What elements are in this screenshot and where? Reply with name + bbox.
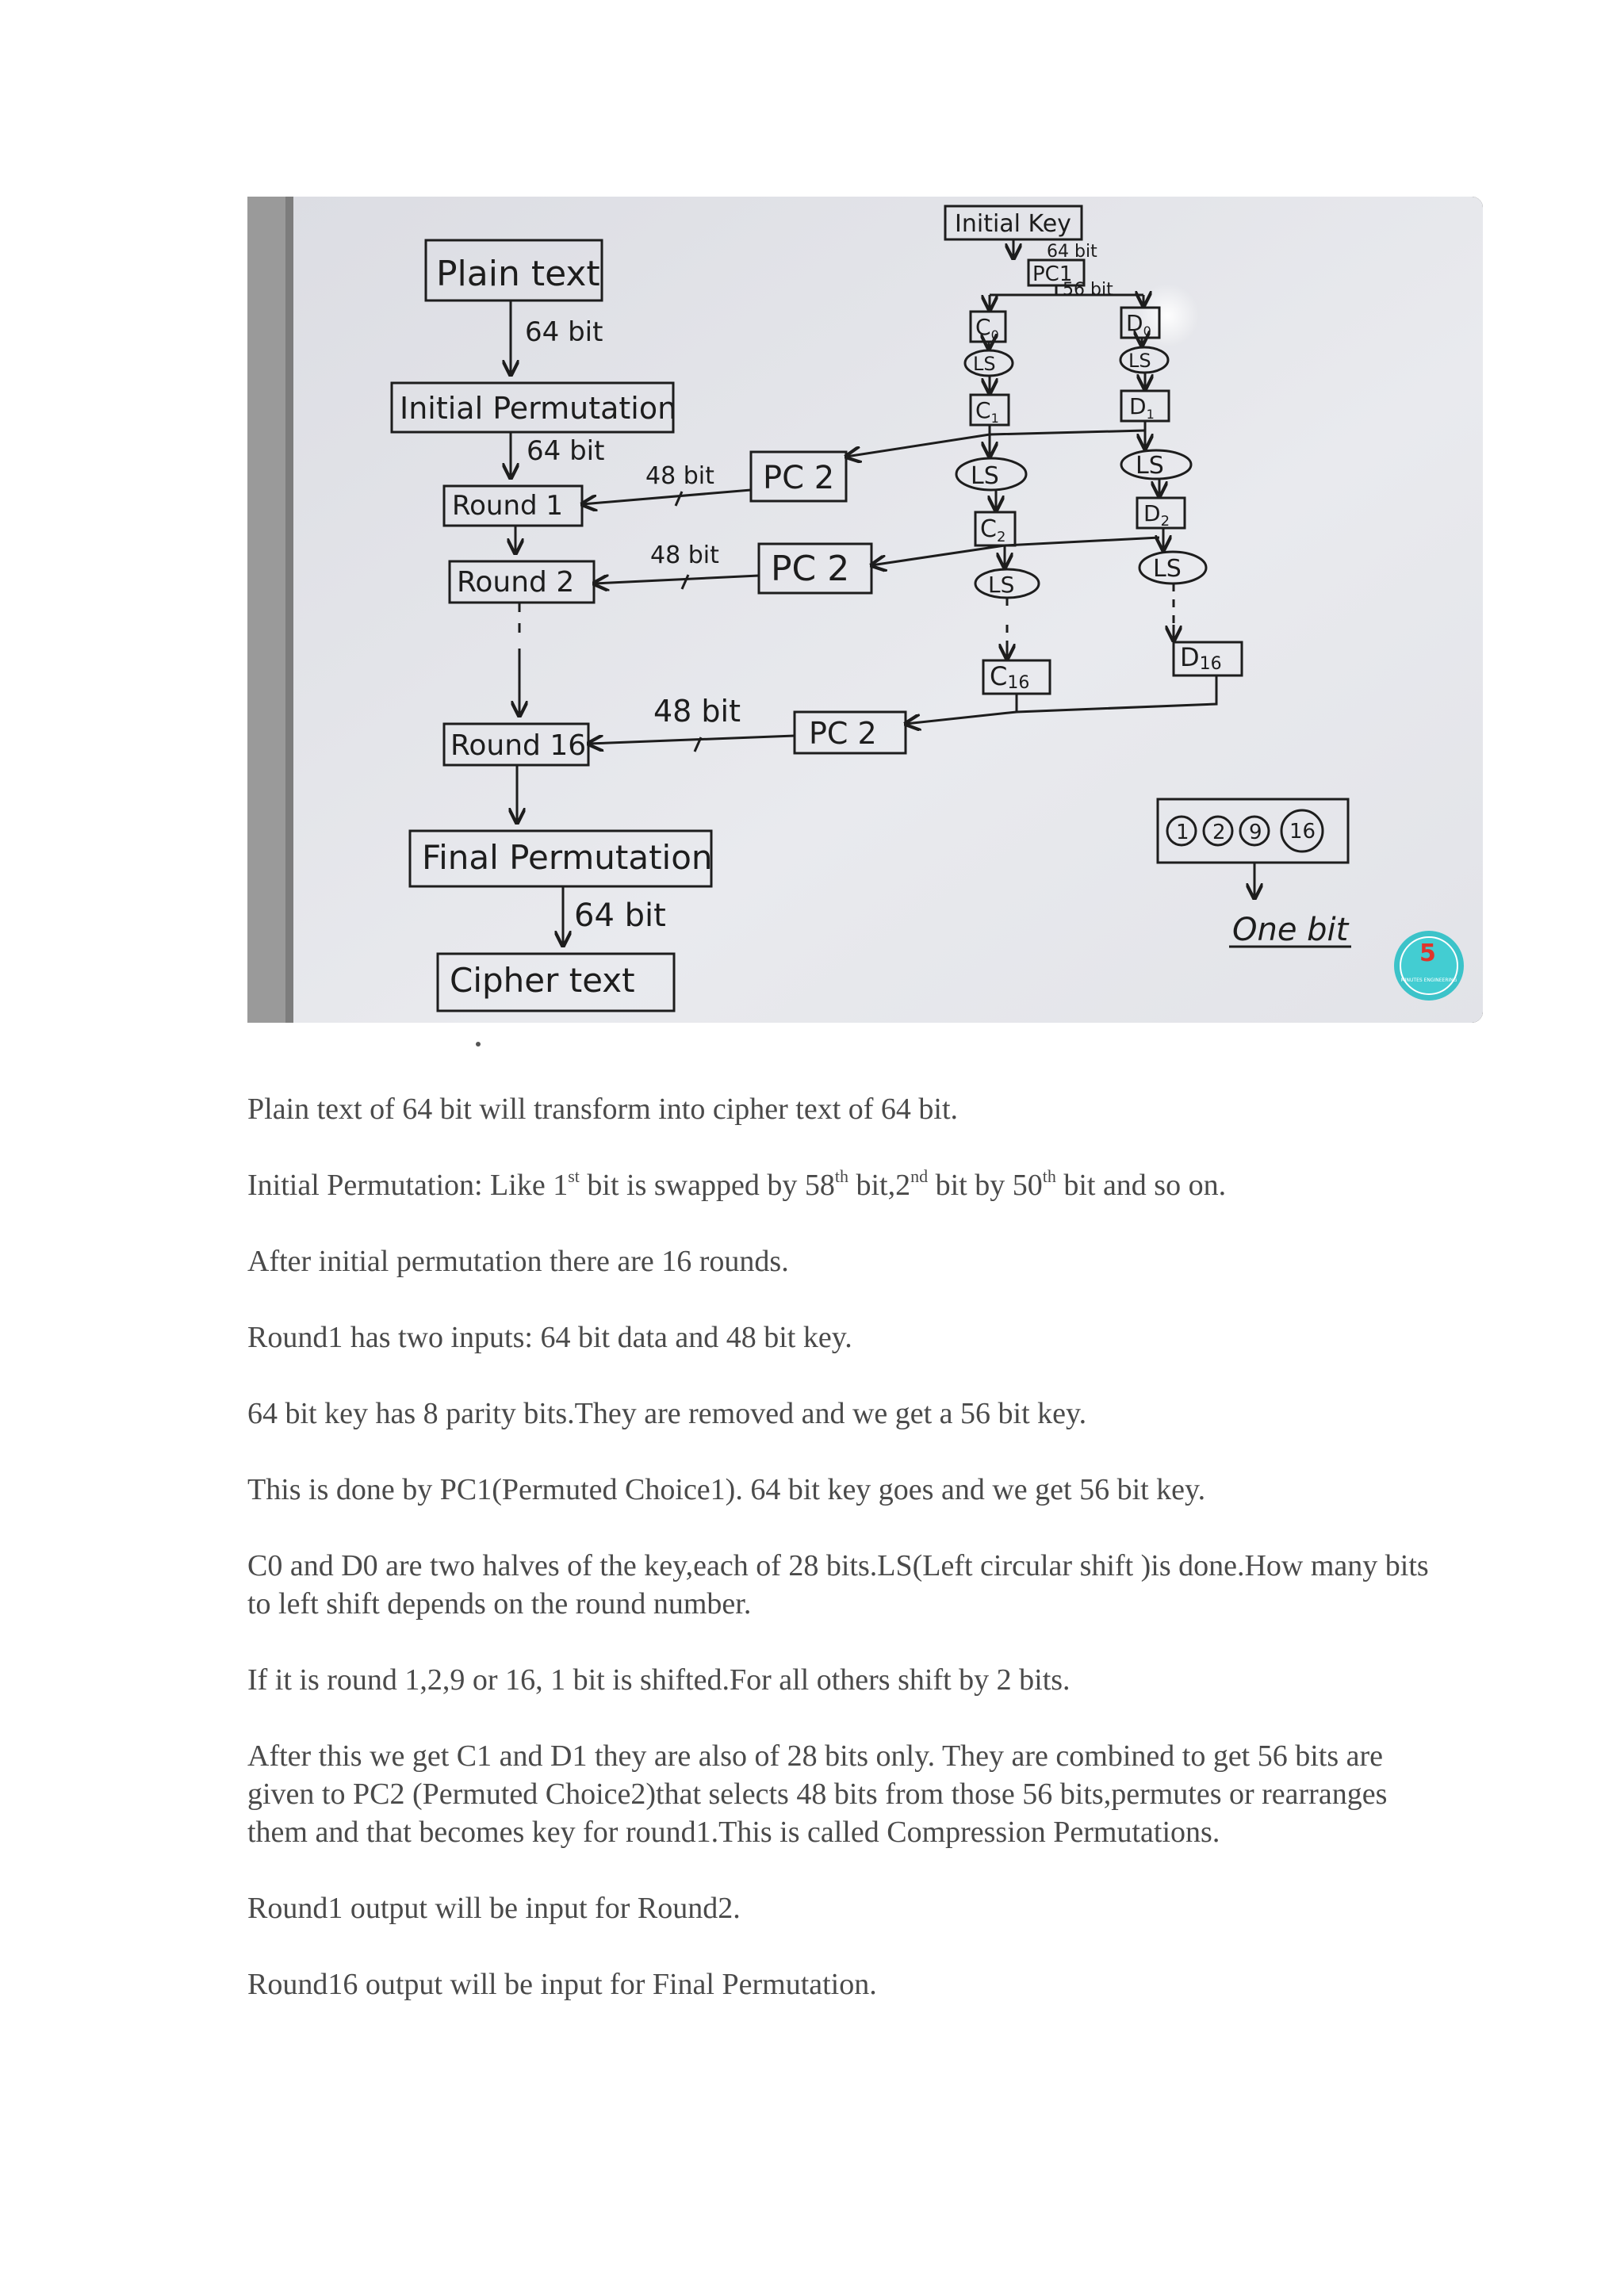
logo-number: 5 bbox=[1419, 939, 1436, 967]
bits-48-label-2: 48 bit bbox=[650, 541, 719, 569]
pc1-label: PC1 bbox=[1032, 262, 1073, 286]
ls-d0-label: LS bbox=[1128, 350, 1151, 372]
paragraph-10: Round1 output will be input for Round2. bbox=[247, 1892, 741, 1925]
initial-key-label: Initial Key bbox=[955, 210, 1071, 238]
d1-label: $D_1$ bbox=[1129, 393, 1155, 422]
one-bit-label: One bit bbox=[1232, 912, 1349, 948]
d0-label: $D_0$ bbox=[1126, 310, 1151, 339]
c16-label: C16 bbox=[990, 661, 1030, 693]
paragraph-11: Round16 output will be input for Final Permutation. bbox=[247, 1968, 877, 2001]
channel-logo bbox=[1394, 931, 1464, 1001]
c0-label: $C_0$ bbox=[975, 314, 999, 342]
stray-dot bbox=[476, 1042, 481, 1047]
paragraph-8: If it is round 1,2,9 or 16, 1 bit is shifted.For all others shift by 2 bits. bbox=[247, 1663, 1071, 1697]
round2-label: Round 2 bbox=[457, 566, 575, 599]
logo-caption: MINUTES ENGINEERING bbox=[1400, 978, 1457, 983]
ls-c0-label: LS bbox=[973, 353, 996, 375]
document-body bbox=[247, 1090, 1437, 2042]
round1-label: Round 1 bbox=[452, 490, 564, 522]
ls-d2-label: LS bbox=[1153, 555, 1182, 583]
circle-9: 9 bbox=[1249, 821, 1262, 844]
d2-label: $D_2$ bbox=[1143, 500, 1170, 530]
paragraph-2: Initial Permutation: Like 1st bit is swapped by 58th bit,2nd bit by 50th bit and so on. bbox=[247, 1166, 1227, 1202]
key-bits-56-label: 56 bit bbox=[1063, 280, 1113, 300]
circle-16: 16 bbox=[1289, 820, 1316, 844]
pc2-label-2: PC 2 bbox=[771, 549, 850, 589]
pc2-label-1: PC 2 bbox=[763, 460, 835, 496]
bits-48-label-1: 48 bit bbox=[645, 462, 714, 490]
final-permutation-label: Final Permutation bbox=[422, 838, 713, 877]
bits-64-label-b: 64 bit bbox=[527, 435, 605, 467]
bits-48-label-3: 48 bit bbox=[653, 694, 741, 729]
circle-2: 2 bbox=[1212, 821, 1226, 844]
paragraph-9: After this we get C1 and D1 they are also of 28 bits only. They are combined to get 56 bits are given to PC2 (Permuted Choice2)that selects 48 bits from those 56 bits,permutes or rearranges them and that becomes key for round1.This is called Compression Permutations. bbox=[247, 1739, 1388, 1849]
c2-label: $C_2$ bbox=[980, 515, 1006, 545]
paragraph-3: After initial permutation there are 16 rounds. bbox=[247, 1245, 789, 1278]
whiteboard-photo bbox=[247, 197, 1483, 1023]
circle-1: 1 bbox=[1176, 821, 1189, 844]
bits-64-label-c: 64 bit bbox=[574, 897, 666, 934]
ls-c1-label: LS bbox=[971, 462, 999, 490]
cipher-text-label: Cipher text bbox=[450, 961, 635, 1000]
plain-text-label: Plain text bbox=[436, 254, 600, 294]
round16-label: Round 16 bbox=[450, 729, 587, 762]
bits-64-label-a: 64 bit bbox=[525, 316, 603, 348]
paragraph-4: Round1 has two inputs: 64 bit data and 48 bit key. bbox=[247, 1321, 852, 1354]
paragraph-1: Plain text of 64 bit will transform into cipher text of 64 bit. bbox=[247, 1093, 959, 1126]
paragraph-6: This is done by PC1(Permuted Choice1). 64 bit key goes and we get 56 bit key. bbox=[247, 1473, 1206, 1506]
d16-label: D16 bbox=[1180, 642, 1222, 674]
paragraph-7: C0 and D0 are two halves of the key,each of 28 bits.LS(Left circular shift )is done.How many bits to left shift depends on the round number. bbox=[247, 1549, 1429, 1621]
paragraph-5: 64 bit key has 8 parity bits.They are removed and we get a 56 bit key. bbox=[247, 1397, 1087, 1430]
pc2-label-3: PC 2 bbox=[809, 716, 877, 751]
ls-c2-label: LS bbox=[988, 572, 1015, 598]
key-bits-64-label: 64 bit bbox=[1047, 242, 1097, 262]
c1-label: $C_1$ bbox=[975, 397, 999, 426]
ls-d1-label: LS bbox=[1136, 452, 1164, 480]
initial-permutation-label: Initial Permutation bbox=[400, 391, 677, 426]
